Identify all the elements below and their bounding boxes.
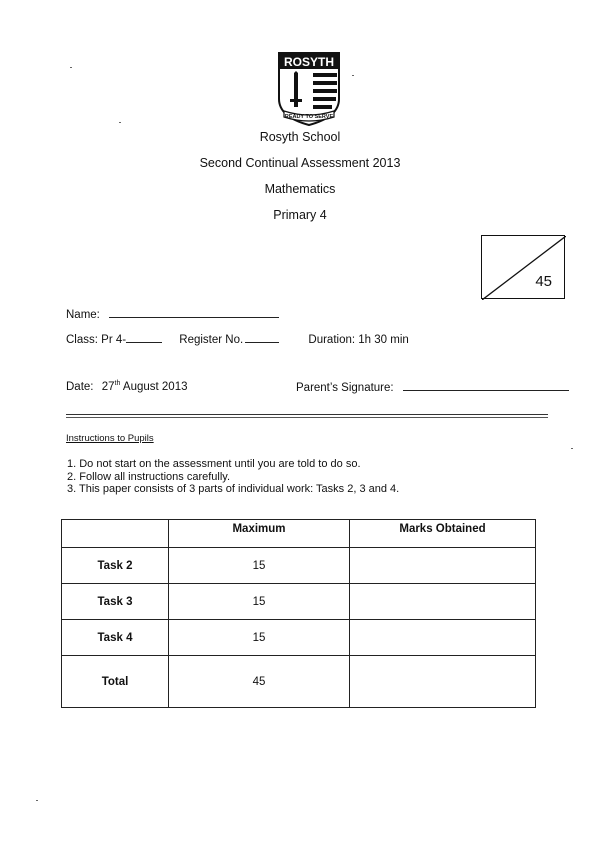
date-suffix: th [114, 380, 121, 387]
table-row [62, 548, 536, 584]
task-cell: Task 4 [62, 620, 169, 656]
signature-row [296, 380, 569, 394]
maximum-cell: 15 [169, 548, 350, 584]
table-total-row [62, 656, 536, 708]
task-cell: Task 3 [62, 584, 169, 620]
logo-banner-text: ROSYTH [283, 55, 335, 69]
instruction-item: 3. This paper consists of 3 parts of individual work: Tasks 2, 3 and 4. [67, 483, 400, 495]
total-marks-obtained-cell[interactable] [350, 656, 536, 708]
instruction-item: 1. Do not start on the assessment until you are told to do so. [67, 458, 361, 470]
table-row [62, 620, 536, 656]
separator-line-bottom [66, 417, 548, 418]
table-header-maximum: Maximum [169, 520, 350, 548]
duration-text: Duration: 1h 30 min [308, 334, 409, 346]
marks-table [61, 519, 536, 708]
instructions-title: Instructions to Pupils [66, 433, 154, 444]
marks-obtained-cell[interactable] [350, 620, 536, 656]
separator-line-top [66, 414, 548, 415]
level-title: Primary 4 [273, 208, 327, 222]
parent-signature-label: Parent’s Signature: [296, 382, 394, 394]
parent-signature-blank[interactable] [403, 380, 569, 391]
date-day: 27 [101, 380, 115, 393]
instructions-list [67, 458, 399, 496]
scan-speck [571, 448, 573, 449]
date-label: Date: [66, 380, 94, 393]
table-header-marks-obtained: Marks Obtained [350, 520, 536, 548]
score-box-diagonal [482, 236, 566, 300]
scan-speck [36, 800, 38, 801]
table-header-task [62, 520, 169, 548]
total-label-cell: Total [62, 656, 169, 708]
class-label: Class: Pr 4- [66, 334, 127, 346]
maximum-cell: 15 [169, 620, 350, 656]
scan-speck [352, 75, 354, 76]
marks-obtained-cell[interactable] [350, 584, 536, 620]
subject-title: Mathematics [264, 182, 336, 196]
maximum-cell: 15 [169, 584, 350, 620]
date-row [66, 380, 188, 393]
total-maximum-cell: 45 [169, 656, 350, 708]
class-row [66, 332, 409, 346]
total-score-box [481, 235, 565, 299]
register-label: Register No. [179, 334, 244, 346]
assessment-title: Second Continual Assessment 2013 [199, 156, 401, 170]
table-header-row [62, 520, 536, 548]
name-row [66, 307, 279, 321]
class-blank[interactable] [126, 332, 162, 343]
school-crest-logo [276, 51, 342, 127]
school-name: Rosyth School [259, 130, 341, 144]
total-score-value: 45 [535, 273, 552, 290]
name-label: Name: [66, 309, 100, 321]
date-rest: August 2013 [120, 380, 188, 393]
marks-obtained-cell[interactable] [350, 548, 536, 584]
task-cell: Task 2 [62, 548, 169, 584]
logo-motto-text: READY TO SERVE [284, 114, 334, 120]
instruction-item: 2. Follow all instructions carefully. [67, 470, 231, 483]
table-row [62, 584, 536, 620]
scan-speck [70, 67, 72, 68]
name-blank[interactable] [109, 307, 279, 318]
register-blank[interactable] [245, 332, 279, 343]
scan-speck [119, 122, 121, 123]
